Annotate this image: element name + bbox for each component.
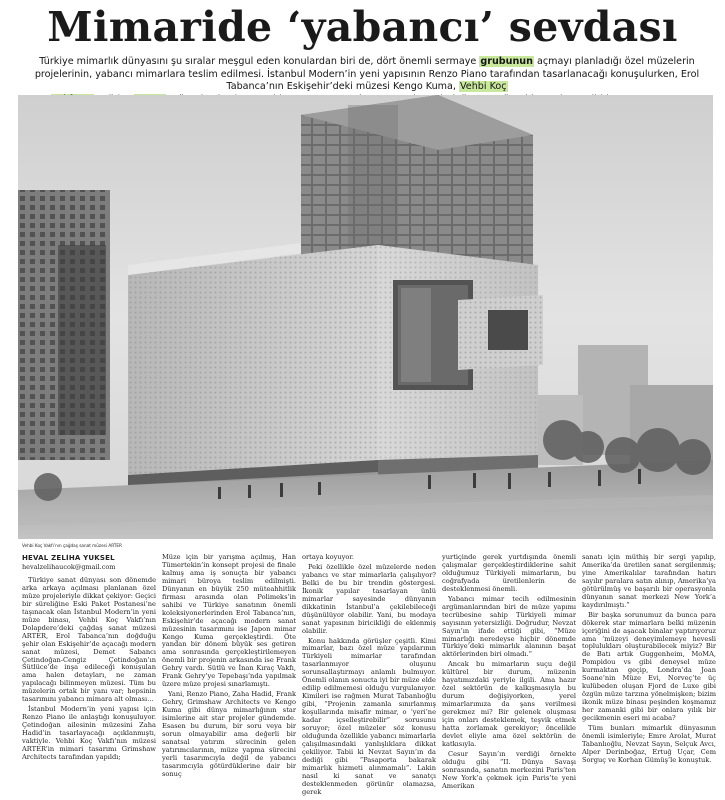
paragraph: İstanbul Modern’in yeni yapısı için Renzo Piano ile anlaştığı konuşuluyor. Çetindoğan ailesinin müzesini Zaha Hadid’in tasarlayacağı açıklanmıştı, vaktiyle. Vehbi Koç Vakfı’nın müzesi ARTER’in mimari tasarımı Grimshaw Architects tarafından yapıldı; [22,705,156,761]
photo-caption: Vehbi Koç Vakfı’nın çağdaş sanat müzesi ARTER [22,543,122,548]
paragraph: Müze için bir yarışma açılmış, Han Tümertekin’in konsept projesi de finale kalmış ama iş sonuçta bir yabancı mimari büroya teslim edilmişti. Dünyanın en büyük 250 müteahhitlik firması arasında olan Polimeks’in sahibi ve Türkiye sanatının önemli koleksiyonerlerinden Erol Tabanca’nın, Eskişehir’de açacağı modern sanat müzesinin tasarımını ise Japon mimar Kengo Kuma gerçekleştirdi. Öte yandan bir dönem büyük ses getiren ama sonrasında gerçekleştirilemeyen önemli bir projenin arkasında ise Frank Gehry vardı. Sütlü ve İnan Kıraç Vakfı, Frank Gehry’ye Tepebaşı’nda yapılmak üzere müze projesi sınarlamıştı. [162,554,296,689]
paragraph: yurtiçinde gerek yurtdışında önemli çalışmalar gerçekleştirdiklerine sahit olduğumuz Türkiyeli mimarların, bu coğrafyada üretilenlerin de desteklenmesi önemli. [442,554,576,593]
article-column-5 [582,554,716,800]
paragraph: ortaya koyuyor. [302,554,354,561]
article-column-4 [442,554,576,800]
paragraph: Yani, Renzo Piano, Zaha Hadid, Frank Gehry, Grimshaw Architects ve Kengo Kuma gibi dünya mimarlığının star isimlerine ait star projeler gündemde. Esasen bu durum, bir soru veya bir sorun olmayabilir ama değerli bir sanatsal yatırım sürecinin gelen yatırımcılarının, müze yapma sürecini yerli tasarımcıyla değil de yabancı tasarımcıyla götürdüklerine dair bir sonuç [162,690,296,778]
museum-rendering-photo [18,95,713,539]
article-column-2 [162,554,296,800]
byline-author: HEVAL ZELİHA YÜKSEL [22,554,115,562]
paragraph: Ancak bu mimarların suçu değil kültürel bir durum, müzenin hayatımızdaki yeriyle ilgili. Ama hazır özel sektörün de kalkışmasıyla bu durum değişiyorken, yerel mimarlarımıza da şans verilmesi gerekmez mi? Bir gelenek oluşması için onları desteklemek, teşvik etmek hatta zorlamak gerekiyor; öncelikle devlet eliyle ama özel sektörün de katkısıyla. [442,660,576,748]
lead-highlight-grubunun: grubunun [480,56,533,67]
article-column-1 [22,554,156,800]
byline-email: hevalzelihaucok@gmail.com [22,562,116,571]
lead-text-2: açmayı planladığı özel müzelerin projelerinin, yabancı mimarlara teslim edilmesi. İstanbul Modern’in yeni yapısının Renzo Piano tarafından tasarlanacağı konuşulurken, Erol Tabanca’nın Eskişehir’deki müzesi Kengo Kuma, [34,56,700,92]
paragraph: Yabancı mimar tecih edilmesinin argümanlarından biri de müze yapımı tecrübesine sahip Türkiyeli mimar sayısının yetersizliği. Doğrudur, Nevzat Sayın’ın ifade ettiği gibi, “Müze mimarlığı neredeyse hiçbir dönemde Türkiye’deki mimarlık alanının başat aktörlerinden biri olmadı.” [442,594,576,659]
headline: Mimaride ‘yabancı’ sevdası [47,3,678,51]
paragraph: Peki özellikle özel müzelerde neden yabancı ve star mimarlarla çalışılıyor? Belki de bu bir trendin göstergesi. İkonik yapılar tasarlayan ünlü mimarlar sayesinde dünyanın dikkatinin İstanbul’a çekilebileceği düşünülüyor olabilir. Yani, bu modaya sanat yapısının biricikliği de eklenmiş olabilir. [302,562,436,635]
article-column-3 [302,554,436,800]
paragraph: Konu hakkında görüşler çeşitli. Kimi mimarlar, bazı özel müze yapılarının Türkiyeli mimarlar tarafından tasarlanmıyor oluşunu sorunsallaştırmayı anlamlı bulmuyor. Önemli olanın sonucta iyi bir müze elde edilip edilmemesi olduğu vurgulanıyor. Kimileri ise rağmen Murat Tabanlıoğlu gibi, “Projenin zamanla sınırlanmış koşullarında misafir mimar, o ‘yeri’ne kadar içselleştirebilir” sorusunu soruyor; özel müzeler söz konusu olduğunda özellikle yabancı mimarlarla çalışılmasındaki yanlışlıklara dikkat çekiliyor. Tabii ki Nevzat Sayın’ın da dediği gibi “Pasaporta bakarak mimarlık hizmeti alınmamalı”. Lakin nasıl ki sanat ve sanatçı desteklenmeden görünür olamazsa, gerek [302,636,436,796]
paragraph: Tüm bunları mimarlık dünyasının önemli isimleriyle; Emre Arolat, Murat Tabanlıoğlu, Nevzat Sayın, Selçuk Avcı, Alper Derinboğaz, Ertuğ Uçar, Cem Sorguç ve Korhan Gümüş’le konuştuk. [582,724,716,764]
paragraph: sanatı için müthiş bir sergi yapılıp, Amerika’da üretilen sanat sergilenmiş; yine Amerikalılar tarafından hatırı sayılır paralara satın alınıp, Amerika’ya götürülmüş ve başarılı bir operasyonla dünyanın sanat merkezi New York’a kaydırılmıştı.” [582,554,716,609]
lead-text-1: Türkiye mimarlık dünyasını şu sıralar meşgul eden konulardan biri de, dört önemli sermaye [39,56,480,67]
paragraph: Cesur Sayın’ın verdiği örnekte olduğu gibi “II. Dünya Savaşı sonrasında, sanatın merkezini Paris’ten New York’a çekmek için Paris’te yeni Amerikan [442,749,576,790]
paragraph: Bir başka sorunumuz da bunca para dökerek star mimarlara belki müzenin içeriğini de aşacak binalar yaptırıyoruz ama ‘müzeyi deneyimlemeye hevesli toplulukları oluşturabilecek miyiz? Bir de Batı artık Guggenheim, MoMA, Pompidou vs gibi deneysel müze kurmaktan geçip, Londra’da Joan Soane’nin Müze Evi, Norveç’te üç kulübeden oluşan Fjord de Luxe gibi özgün müze tarzına yönelmişken; bizim ikonik müze binası peşinden koşmamız her zamanki gibi bir onlara yılık bir gecikmenin eseri mi acaba? [582,610,716,723]
paragraph: Türkiye sanat dünyası son dönemde arka arkaya açılması planlanan özel müze projeleriyle dikkat çekiyor: Geçici bir süreliğine Eski Paket Postanesi’ne taşınacak olan İstanbul Modern’in yeni müze binası, Vehbi Koç Vakfı’nın Dolapdere’deki çağdaş sanat müzesi ARTER, Erol Tabanca’nın doğduğu şehir olan Eskişehir’de açacağı modern sanat müzesi, Demet Sabancı Çetindoğan-Cengiz Çetindoğan’ın Sütlüce’de inşa edileceği konuşulan ama halen detayları, ne zaman yapılacağı bilinmeyen müzesi. Tüm bu müzelerin ortak bir yanı var; hepsinin tasarımını yabancı mimara alt olması… [22,576,156,704]
lead-highlight-vehbi-koc: Vehbi Koç [459,81,507,92]
